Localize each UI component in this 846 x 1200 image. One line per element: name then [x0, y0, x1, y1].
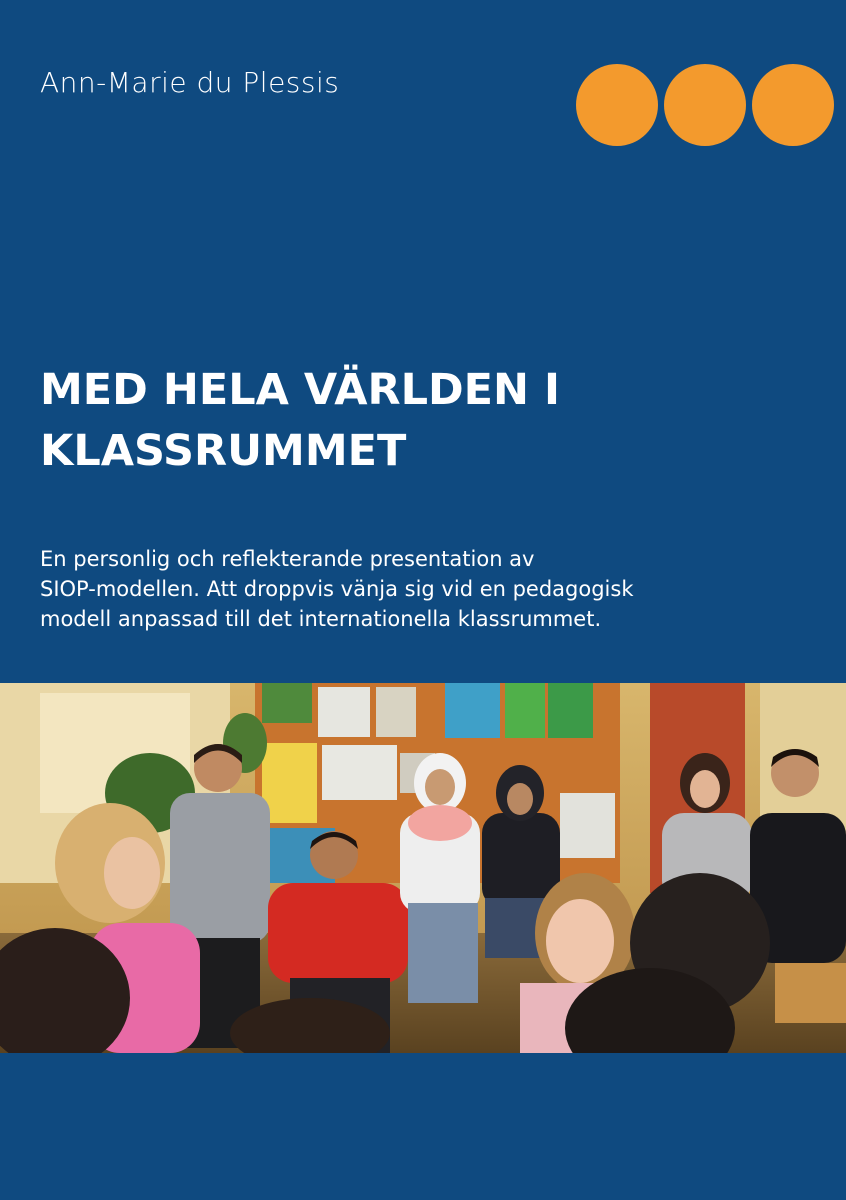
subtitle-line-1: En personlig och reflekterande presentation av	[40, 547, 535, 571]
subtitle-line-2: SIOP-modellen. Att droppvis vänja sig vid en pedagogisk	[40, 577, 634, 601]
decorative-dots	[576, 64, 834, 146]
orange-dot-icon	[664, 64, 746, 146]
classroom-illustration	[0, 683, 846, 1053]
orange-dot-icon	[752, 64, 834, 146]
author-name: Ann-Marie du Plessis	[40, 66, 340, 99]
orange-dot-icon	[576, 64, 658, 146]
subtitle-line-3: modell anpassad till det internationella klassrummet.	[40, 607, 602, 631]
title-line-2: KLASSRUMMET	[40, 426, 407, 476]
book-subtitle	[40, 544, 810, 634]
classroom-photo	[0, 683, 846, 1053]
title-line-1: MED HELA VÄRLDEN I	[40, 365, 561, 415]
book-title	[40, 360, 820, 482]
